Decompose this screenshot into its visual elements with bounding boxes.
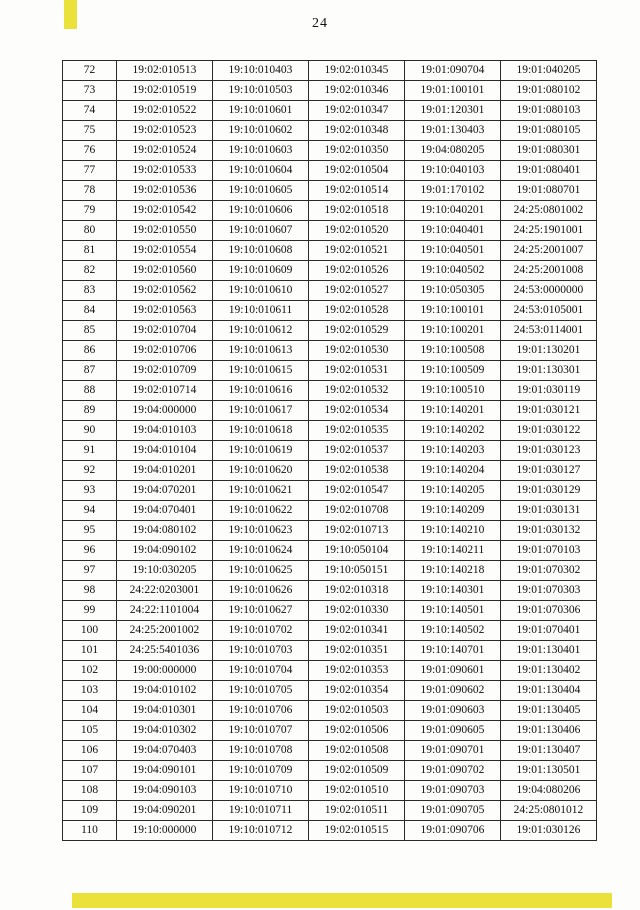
code-cell: 19:10:010626 [213, 581, 309, 601]
row-number: 101 [63, 641, 117, 661]
code-cell: 19:02:010506 [309, 721, 405, 741]
code-cell: 19:02:010527 [309, 281, 405, 301]
code-cell: 19:10:140501 [405, 601, 501, 621]
code-cell: 19:10:010617 [213, 401, 309, 421]
code-cell: 19:10:010704 [213, 661, 309, 681]
code-cell: 19:10:140209 [405, 501, 501, 521]
row-number: 85 [63, 321, 117, 341]
code-cell: 19:01:130301 [501, 361, 597, 381]
code-cell: 19:10:010403 [213, 61, 309, 81]
row-number: 88 [63, 381, 117, 401]
code-cell: 19:02:010353 [309, 661, 405, 681]
row-number: 103 [63, 681, 117, 701]
code-cell: 19:10:050104 [309, 541, 405, 561]
row-number: 77 [63, 161, 117, 181]
table-row [63, 221, 597, 241]
row-number: 104 [63, 701, 117, 721]
code-cell: 19:10:010612 [213, 321, 309, 341]
code-cell: 19:01:130405 [501, 701, 597, 721]
code-cell: 19:01:090701 [405, 741, 501, 761]
code-cell: 19:10:010711 [213, 801, 309, 821]
code-table [62, 60, 597, 841]
code-cell: 19:01:080102 [501, 81, 597, 101]
code-cell: 19:02:010509 [309, 761, 405, 781]
code-cell: 19:02:010528 [309, 301, 405, 321]
code-cell: 19:01:070103 [501, 541, 597, 561]
code-cell: 19:02:010318 [309, 581, 405, 601]
code-cell: 19:01:090704 [405, 61, 501, 81]
code-cell: 19:10:140502 [405, 621, 501, 641]
code-cell: 19:04:070201 [117, 481, 213, 501]
code-cell: 19:02:010532 [309, 381, 405, 401]
table-row [63, 541, 597, 561]
code-cell: 19:01:030126 [501, 821, 597, 841]
code-cell: 19:02:010345 [309, 61, 405, 81]
code-cell: 19:10:100201 [405, 321, 501, 341]
code-cell: 19:02:010535 [309, 421, 405, 441]
code-cell: 19:02:010524 [117, 141, 213, 161]
code-cell: 19:01:090605 [405, 721, 501, 741]
code-cell: 24:53:0114001 [501, 321, 597, 341]
code-cell: 19:00:000000 [117, 661, 213, 681]
code-cell: 19:10:040501 [405, 241, 501, 261]
code-cell: 19:10:010615 [213, 361, 309, 381]
code-cell: 19:02:010508 [309, 741, 405, 761]
code-cell: 19:10:140202 [405, 421, 501, 441]
table-row [63, 681, 597, 701]
code-cell: 19:02:010530 [309, 341, 405, 361]
code-cell: 19:10:010710 [213, 781, 309, 801]
code-cell: 19:04:090102 [117, 541, 213, 561]
code-cell: 19:10:140205 [405, 481, 501, 501]
table-row [63, 261, 597, 281]
code-cell: 19:10:010620 [213, 461, 309, 481]
code-cell: 19:02:010518 [309, 201, 405, 221]
row-number: 73 [63, 81, 117, 101]
code-cell: 19:10:010624 [213, 541, 309, 561]
code-cell: 19:01:030121 [501, 401, 597, 421]
table-row [63, 521, 597, 541]
table-row [63, 381, 597, 401]
code-cell: 19:02:010534 [309, 401, 405, 421]
table-row [63, 721, 597, 741]
code-cell: 19:10:040502 [405, 261, 501, 281]
code-cell: 19:01:090705 [405, 801, 501, 821]
code-cell: 19:10:010601 [213, 101, 309, 121]
code-cell: 19:01:130403 [405, 121, 501, 141]
code-cell: 19:10:010603 [213, 141, 309, 161]
code-cell: 19:04:080206 [501, 781, 597, 801]
code-cell: 19:04:090103 [117, 781, 213, 801]
scan-edge-artifact-bottom [72, 893, 612, 908]
code-cell: 24:25:2001002 [117, 621, 213, 641]
code-cell: 19:04:090101 [117, 761, 213, 781]
row-number: 78 [63, 181, 117, 201]
code-cell: 19:02:010537 [309, 441, 405, 461]
code-cell: 19:04:080102 [117, 521, 213, 541]
code-cell: 19:02:010522 [117, 101, 213, 121]
code-cell: 19:10:010703 [213, 641, 309, 661]
code-cell: 19:01:090702 [405, 761, 501, 781]
code-cell: 19:02:010533 [117, 161, 213, 181]
code-cell: 19:02:010563 [117, 301, 213, 321]
table-row [63, 361, 597, 381]
code-cell: 19:02:010503 [309, 701, 405, 721]
code-cell: 19:02:010519 [117, 81, 213, 101]
code-cell: 19:01:130404 [501, 681, 597, 701]
code-cell: 19:02:010347 [309, 101, 405, 121]
code-cell: 19:01:040205 [501, 61, 597, 81]
table-row [63, 281, 597, 301]
table-row [63, 181, 597, 201]
row-number: 80 [63, 221, 117, 241]
code-cell: 24:25:0801002 [501, 201, 597, 221]
table-row [63, 201, 597, 221]
code-cell: 19:10:140701 [405, 641, 501, 661]
code-cell: 19:10:010607 [213, 221, 309, 241]
code-cell: 19:02:010538 [309, 461, 405, 481]
code-cell: 24:25:1901001 [501, 221, 597, 241]
code-cell: 19:01:080103 [501, 101, 597, 121]
code-cell: 19:02:010330 [309, 601, 405, 621]
code-cell: 19:02:010704 [117, 321, 213, 341]
table-row [63, 501, 597, 521]
table-row [63, 301, 597, 321]
code-cell: 19:02:010554 [117, 241, 213, 261]
code-cell: 19:04:090201 [117, 801, 213, 821]
code-cell: 19:04:070403 [117, 741, 213, 761]
code-cell: 19:02:010536 [117, 181, 213, 201]
code-cell: 19:10:010619 [213, 441, 309, 461]
table-row [63, 241, 597, 261]
code-cell: 19:04:010201 [117, 461, 213, 481]
code-cell: 19:02:010542 [117, 201, 213, 221]
code-cell: 19:10:010708 [213, 741, 309, 761]
row-number: 96 [63, 541, 117, 561]
code-cell: 24:25:0801012 [501, 801, 597, 821]
table-row [63, 581, 597, 601]
row-number: 110 [63, 821, 117, 841]
table-row [63, 341, 597, 361]
code-cell: 19:01:130201 [501, 341, 597, 361]
code-cell: 24:25:5401036 [117, 641, 213, 661]
code-cell: 19:01:090601 [405, 661, 501, 681]
code-cell: 19:01:030123 [501, 441, 597, 461]
code-cell: 19:02:010520 [309, 221, 405, 241]
code-cell: 19:10:010706 [213, 701, 309, 721]
table-row [63, 801, 597, 821]
code-cell: 19:04:000000 [117, 401, 213, 421]
code-cell: 19:02:010562 [117, 281, 213, 301]
table-row [63, 481, 597, 501]
code-cell: 24:53:0105001 [501, 301, 597, 321]
code-cell: 19:10:050305 [405, 281, 501, 301]
code-cell: 19:02:010348 [309, 121, 405, 141]
code-cell: 19:02:010511 [309, 801, 405, 821]
code-cell: 19:04:080205 [405, 141, 501, 161]
code-cell: 24:22:0203001 [117, 581, 213, 601]
code-cell: 19:01:090602 [405, 681, 501, 701]
code-cell: 19:10:010622 [213, 501, 309, 521]
code-cell: 19:01:130401 [501, 641, 597, 661]
code-cell: 19:02:010547 [309, 481, 405, 501]
code-cell: 19:10:040201 [405, 201, 501, 221]
code-cell: 19:10:010606 [213, 201, 309, 221]
code-cell: 19:10:010625 [213, 561, 309, 581]
row-number: 106 [63, 741, 117, 761]
code-cell: 19:10:010705 [213, 681, 309, 701]
code-cell: 19:10:140203 [405, 441, 501, 461]
code-cell: 24:22:1101004 [117, 601, 213, 621]
code-cell: 24:53:0000000 [501, 281, 597, 301]
code-cell: 19:01:030122 [501, 421, 597, 441]
code-cell: 19:01:170102 [405, 181, 501, 201]
table-row [63, 401, 597, 421]
code-cell: 19:01:080105 [501, 121, 597, 141]
code-cell: 19:02:010515 [309, 821, 405, 841]
code-cell: 19:01:130501 [501, 761, 597, 781]
table-row [63, 121, 597, 141]
code-cell: 19:10:010613 [213, 341, 309, 361]
code-cell: 19:01:030129 [501, 481, 597, 501]
code-cell: 19:01:130407 [501, 741, 597, 761]
code-cell: 19:10:140211 [405, 541, 501, 561]
row-number: 76 [63, 141, 117, 161]
code-cell: 19:02:010513 [117, 61, 213, 81]
code-cell: 19:01:030127 [501, 461, 597, 481]
code-cell: 19:02:010713 [309, 521, 405, 541]
row-number: 74 [63, 101, 117, 121]
code-cell: 19:02:010350 [309, 141, 405, 161]
code-cell: 19:10:010712 [213, 821, 309, 841]
table-row [63, 601, 597, 621]
code-cell: 19:02:010560 [117, 261, 213, 281]
code-cell: 19:02:010550 [117, 221, 213, 241]
code-cell: 19:10:140204 [405, 461, 501, 481]
row-number: 86 [63, 341, 117, 361]
row-number: 94 [63, 501, 117, 521]
table-row [63, 161, 597, 181]
code-cell: 19:10:010602 [213, 121, 309, 141]
code-cell: 19:10:100509 [405, 361, 501, 381]
table-row [63, 101, 597, 121]
row-number: 98 [63, 581, 117, 601]
code-cell: 19:10:010707 [213, 721, 309, 741]
code-cell: 19:02:010351 [309, 641, 405, 661]
code-cell: 19:01:030132 [501, 521, 597, 541]
row-number: 108 [63, 781, 117, 801]
row-number: 90 [63, 421, 117, 441]
row-number: 105 [63, 721, 117, 741]
row-number: 82 [63, 261, 117, 281]
code-cell: 19:02:010708 [309, 501, 405, 521]
code-cell: 19:02:010346 [309, 81, 405, 101]
table-row [63, 821, 597, 841]
code-cell: 19:10:040103 [405, 161, 501, 181]
row-number: 79 [63, 201, 117, 221]
row-number: 95 [63, 521, 117, 541]
code-cell: 19:02:010709 [117, 361, 213, 381]
code-cell: 19:04:070401 [117, 501, 213, 521]
row-number: 97 [63, 561, 117, 581]
code-cell: 19:10:010627 [213, 601, 309, 621]
code-cell: 19:10:040401 [405, 221, 501, 241]
table-row [63, 421, 597, 441]
code-cell: 19:04:010104 [117, 441, 213, 461]
code-cell: 19:10:140201 [405, 401, 501, 421]
code-cell: 19:01:070302 [501, 561, 597, 581]
code-cell: 19:10:010610 [213, 281, 309, 301]
code-cell: 19:01:090706 [405, 821, 501, 841]
code-cell: 19:10:010623 [213, 521, 309, 541]
code-cell: 19:01:080301 [501, 141, 597, 161]
table-row [63, 81, 597, 101]
code-cell: 19:04:010102 [117, 681, 213, 701]
code-cell: 19:01:090603 [405, 701, 501, 721]
code-cell: 19:04:010301 [117, 701, 213, 721]
code-cell: 19:01:080401 [501, 161, 597, 181]
code-cell: 19:02:010354 [309, 681, 405, 701]
row-number: 92 [63, 461, 117, 481]
code-cell: 19:01:070401 [501, 621, 597, 641]
table-row [63, 441, 597, 461]
code-cell: 19:02:010706 [117, 341, 213, 361]
code-cell: 19:04:010103 [117, 421, 213, 441]
row-number: 107 [63, 761, 117, 781]
table-row [63, 641, 597, 661]
code-cell: 19:10:010618 [213, 421, 309, 441]
row-number: 89 [63, 401, 117, 421]
page-number: 24 [312, 16, 328, 31]
code-cell: 19:10:140301 [405, 581, 501, 601]
code-cell: 19:01:100101 [405, 81, 501, 101]
table-row [63, 321, 597, 341]
code-cell: 19:10:140210 [405, 521, 501, 541]
code-cell: 19:10:010609 [213, 261, 309, 281]
code-cell: 19:10:010616 [213, 381, 309, 401]
table-row [63, 61, 597, 81]
code-cell: 19:02:010514 [309, 181, 405, 201]
code-cell: 19:02:010341 [309, 621, 405, 641]
table-row [63, 561, 597, 581]
code-cell: 19:10:000000 [117, 821, 213, 841]
code-cell: 19:04:010302 [117, 721, 213, 741]
row-number: 72 [63, 61, 117, 81]
code-cell: 19:02:010526 [309, 261, 405, 281]
code-cell: 24:25:2001007 [501, 241, 597, 261]
row-number: 102 [63, 661, 117, 681]
code-cell: 19:02:010529 [309, 321, 405, 341]
code-cell: 19:01:070306 [501, 601, 597, 621]
code-cell: 19:02:010510 [309, 781, 405, 801]
code-cell: 19:10:010608 [213, 241, 309, 261]
table-row [63, 461, 597, 481]
code-cell: 24:25:2001008 [501, 261, 597, 281]
code-cell: 19:01:130406 [501, 721, 597, 741]
code-cell: 19:01:130402 [501, 661, 597, 681]
code-cell: 19:01:030131 [501, 501, 597, 521]
code-cell: 19:10:050151 [309, 561, 405, 581]
table-row [63, 781, 597, 801]
row-number: 109 [63, 801, 117, 821]
code-cell: 19:02:010714 [117, 381, 213, 401]
code-cell: 19:10:010621 [213, 481, 309, 501]
row-number: 75 [63, 121, 117, 141]
row-number: 91 [63, 441, 117, 461]
code-cell: 19:10:010611 [213, 301, 309, 321]
code-cell: 19:01:080701 [501, 181, 597, 201]
code-cell: 19:02:010523 [117, 121, 213, 141]
code-cell: 19:02:010531 [309, 361, 405, 381]
row-number: 84 [63, 301, 117, 321]
row-number: 100 [63, 621, 117, 641]
table-row [63, 621, 597, 641]
row-number: 81 [63, 241, 117, 261]
code-cell: 19:10:010709 [213, 761, 309, 781]
row-number: 83 [63, 281, 117, 301]
table-row [63, 701, 597, 721]
code-cell: 19:10:140218 [405, 561, 501, 581]
code-cell: 19:01:090703 [405, 781, 501, 801]
code-cell: 19:10:010503 [213, 81, 309, 101]
row-number: 93 [63, 481, 117, 501]
code-cell: 19:10:010604 [213, 161, 309, 181]
code-cell: 19:01:030119 [501, 381, 597, 401]
code-cell: 19:10:100508 [405, 341, 501, 361]
code-cell: 19:10:010605 [213, 181, 309, 201]
code-cell: 19:02:010504 [309, 161, 405, 181]
code-cell: 19:02:010521 [309, 241, 405, 261]
code-cell: 19:10:010702 [213, 621, 309, 641]
row-number: 87 [63, 361, 117, 381]
code-table-body [63, 61, 597, 841]
code-cell: 19:10:100510 [405, 381, 501, 401]
code-cell: 19:10:030205 [117, 561, 213, 581]
code-cell: 19:01:120301 [405, 101, 501, 121]
code-cell: 19:10:100101 [405, 301, 501, 321]
table-row [63, 761, 597, 781]
code-cell: 19:01:070303 [501, 581, 597, 601]
table-row [63, 741, 597, 761]
table-row [63, 141, 597, 161]
row-number: 99 [63, 601, 117, 621]
table-row [63, 661, 597, 681]
